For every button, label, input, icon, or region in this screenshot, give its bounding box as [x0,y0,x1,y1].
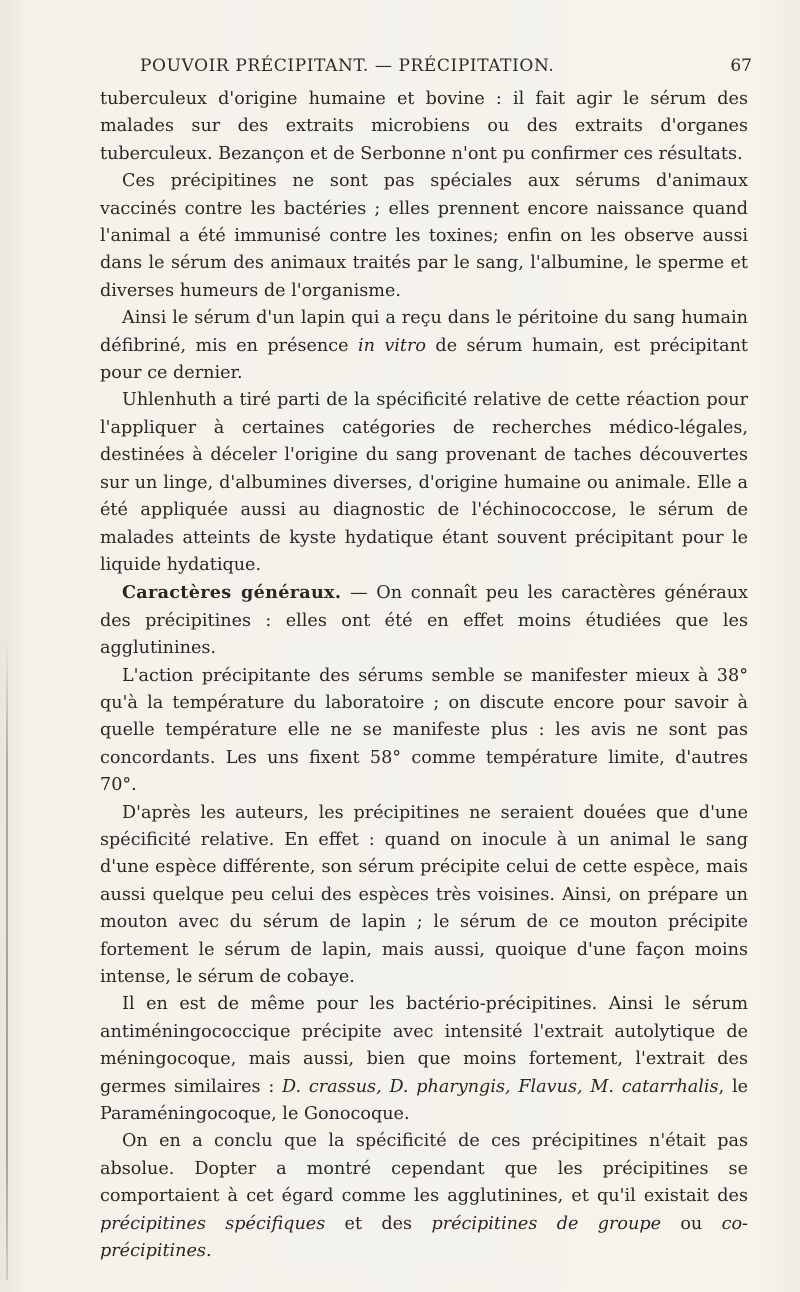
body-text [100,86,748,1265]
running-head: POUVOIR PRÉCIPITANT. — PRÉCIPITATION. [140,56,555,76]
paragraph-9-after: . [205,1241,212,1262]
paragraph-8 [100,991,748,1128]
paragraph-7 [100,800,748,992]
page-number: 67 [730,56,752,76]
paragraph-6-text: L'action précipitante des sérums semble se manifester mieux à 38° qu'à la température du laboratoire ; on discute encore pour savoir à quelle température elle ne se manifeste plus : les avis ne sont pas concordants. Les uns fixent 58° comme température limite, d'autres 70°. [100,665,748,796]
paragraph-2 [100,168,748,305]
section-heading: Caractères généraux. [122,582,342,604]
binding-shadow [6,640,8,1280]
paragraph-1-text: tuberculeux d'origine humaine et bovine : il fait agir le sérum des malades sur des extraits microbiens ou des extraits d'organes tuberculeux. Bezançon et de Serbonne n'ont pu confirmer ces résultats. [100,89,748,164]
paragraph-9-middle-2: ou [661,1213,722,1234]
paragraph-1 [100,86,748,168]
paragraph-3-before: Ainsi le sérum d'un lapin qui a reçu dans le péritoine du sang humain défibriné, mis en présence [100,308,748,356]
paragraph-5-text: — On connaît peu les caractères généraux des précipitines : elles ont été en effet moins étudiées que les agglutinines. [100,583,748,659]
paragraph-9-italic-3: co-précipitines [100,1213,748,1262]
paragraph-3-after: de sérum humain, est précipitant pour ce dernier. [100,335,748,384]
page-header [100,56,752,82]
paragraph-4-text: Uhlenhuth a tiré parti de la spécificité relative de cette réaction pour l'appliquer à certaines catégories de recherches médico-légales, destinées à déceler l'origine du sang provenant de taches découvertes sur un linge, d'albumines diverses, d'origine humaine ou animale. Elle a été appliquée aussi au diagnostic de l'échinococcose, le sérum de malades atteints de kyste hydatique étant souvent précipitant pour le liquide hydatique. [100,390,748,575]
paragraph-5 [100,579,748,662]
paragraph-3 [100,305,748,387]
paragraph-9 [100,1128,748,1265]
paragraph-6 [100,663,748,800]
paragraph-3-italic: in vitro [357,335,426,356]
paragraph-4 [100,387,748,579]
paragraph-9-before: On en a conclu que la spécificité de ces précipitines n'était pas absolue. Dopter a montré cependant que les précipitines se comportaient à cet égard comme les agglutinines, et qu'il existait des [100,1131,748,1207]
paragraph-9-italic-1: précipitines spécifiques [100,1213,326,1234]
paragraph-9-italic-2: précipitines de groupe [431,1213,661,1234]
paragraph-8-before: Il en est de même pour les bactério-précipitines. Ainsi le sérum antiméningococcique précipite avec intensité l'extrait autolytique de méningocoque, mais aussi, bien que moins fortement, l'extrait des germes similaires : [100,994,748,1097]
paragraph-8-after: , le Paraméningocoque, le Gonocoque. [100,1076,748,1125]
paragraph-7-text: D'après les auteurs, les précipitines ne seraient douées que d'une spécificité relative. En effet : quand on inocule à un animal le sang d'une espèce différente, son sérum précipite celui de cette espèce, mais aussi quelque peu celui des espèces très voisines. Ainsi, on prépare un mouton avec du sérum de lapin ; le sérum de ce mouton précipite fortement le sérum de lapin, mais aussi, quoique d'une façon moins intense, le sérum de cobaye. [100,802,748,987]
paragraph-8-italic: D. crassus, D. pharyngis, Flavus, M. catarrhalis [282,1076,719,1097]
paragraph-9-middle-1: et des [325,1213,432,1234]
paragraph-2-text: Ces précipitines ne sont pas spéciales aux sérums d'animaux vaccinés contre les bactéries ; elles prennent encore naissance quand l'animal a été immunisé contre les toxines; enfin on les observe aussi dans le sérum des animaux traités par le sang, l'albumine, le sperme et diverses humeurs de l'organisme. [100,171,748,301]
